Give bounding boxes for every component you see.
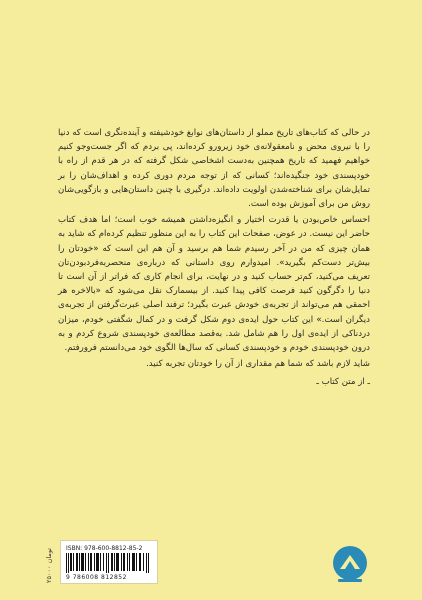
barcode-number: 9 786008 812852 (66, 574, 127, 581)
blurb-paragraph-3: شاید لازم باشد که شما هم مقداری از آن را خودتان تجربه کنید. (146, 359, 370, 370)
isbn-text: ISBN: 978-600-8812-85-2 (66, 545, 143, 552)
publisher-logo-icon (328, 543, 372, 587)
back-cover-blurb (58, 126, 370, 392)
barcode-icon (66, 553, 150, 573)
blurb-paragraph-1: در حالی که کتاب‌های تاریخ مملو از داستان‌های نوابغ خودشیفته و آینده‌نگری است که دنیا را با نیروی محض و نامعقولانه‌ی خود زیرورو کرده‌اند، پی بردم که اگر جست‌وجو کنیم خواهیم فهمید که تاریخ همچنین به‌دست اشخاصی شکل گرفته که در هر قدم از راه با خودپسندی خود جنگیده‌اند؛ کسانی که از توجه مردم دوری کرده و اهداف‌شان را بر تمایل‌شان برای شناخته‌شدن اولویت داده‌اند. درگیری با چنین داستان‌هایی و بازگویی‌شان روش من برای آموزش بوده است. (58, 128, 370, 210)
blurb-source: ـ از متن کتاب ـ (316, 377, 370, 388)
blurb-paragraph-2: احساس خاص‌بودن یا قدرت اختیار و انگیزه‌داشتن همیشه خوب است؛ اما هدف کتاب حاضر این نیست. در عوض، صفحات این کتاب را به این منظور تنظیم کرده‌ام که شاید به همان چیزی که من در آخر رسیدم شما هم برسید و آن هم این است که «خودتان را بیش‌تر دست‌کم بگیرید». امیدوارم روی داستانی که درباره‌ی منحصربه‌فردبودن‌تان تعریف می‌کنید، کم‌تر حساب کنید و در نهایت، برای انجام کاری که فراتر از آن است تا دنیا را دگرگون کنید فرصت کافی پیدا کنید. از بیسمارک نقل می‌شود که «بالاخره هر احمقی هم می‌تواند از تجربه‌ی خودش عبرت بگیرد؛ ترفند اصلی عبرت‌گرفتن از تجربه‌ی دیگران است.» این کتاب حول ایده‌ی دوم شکل گرفت و در کمال شگفتی خودم، میزان دردناکی از ایده‌ی اول را هم شامل شد. به‌قصد مطالعه‌ی خودپسندی شروع کردم و به درون خودپسندی خودم و خودپسندی کسانی که سال‌ها الگوی خود می‌دانستم فرورفتم. (58, 215, 370, 354)
price-label: ۲۵۰۰۰ تومان (45, 548, 53, 583)
